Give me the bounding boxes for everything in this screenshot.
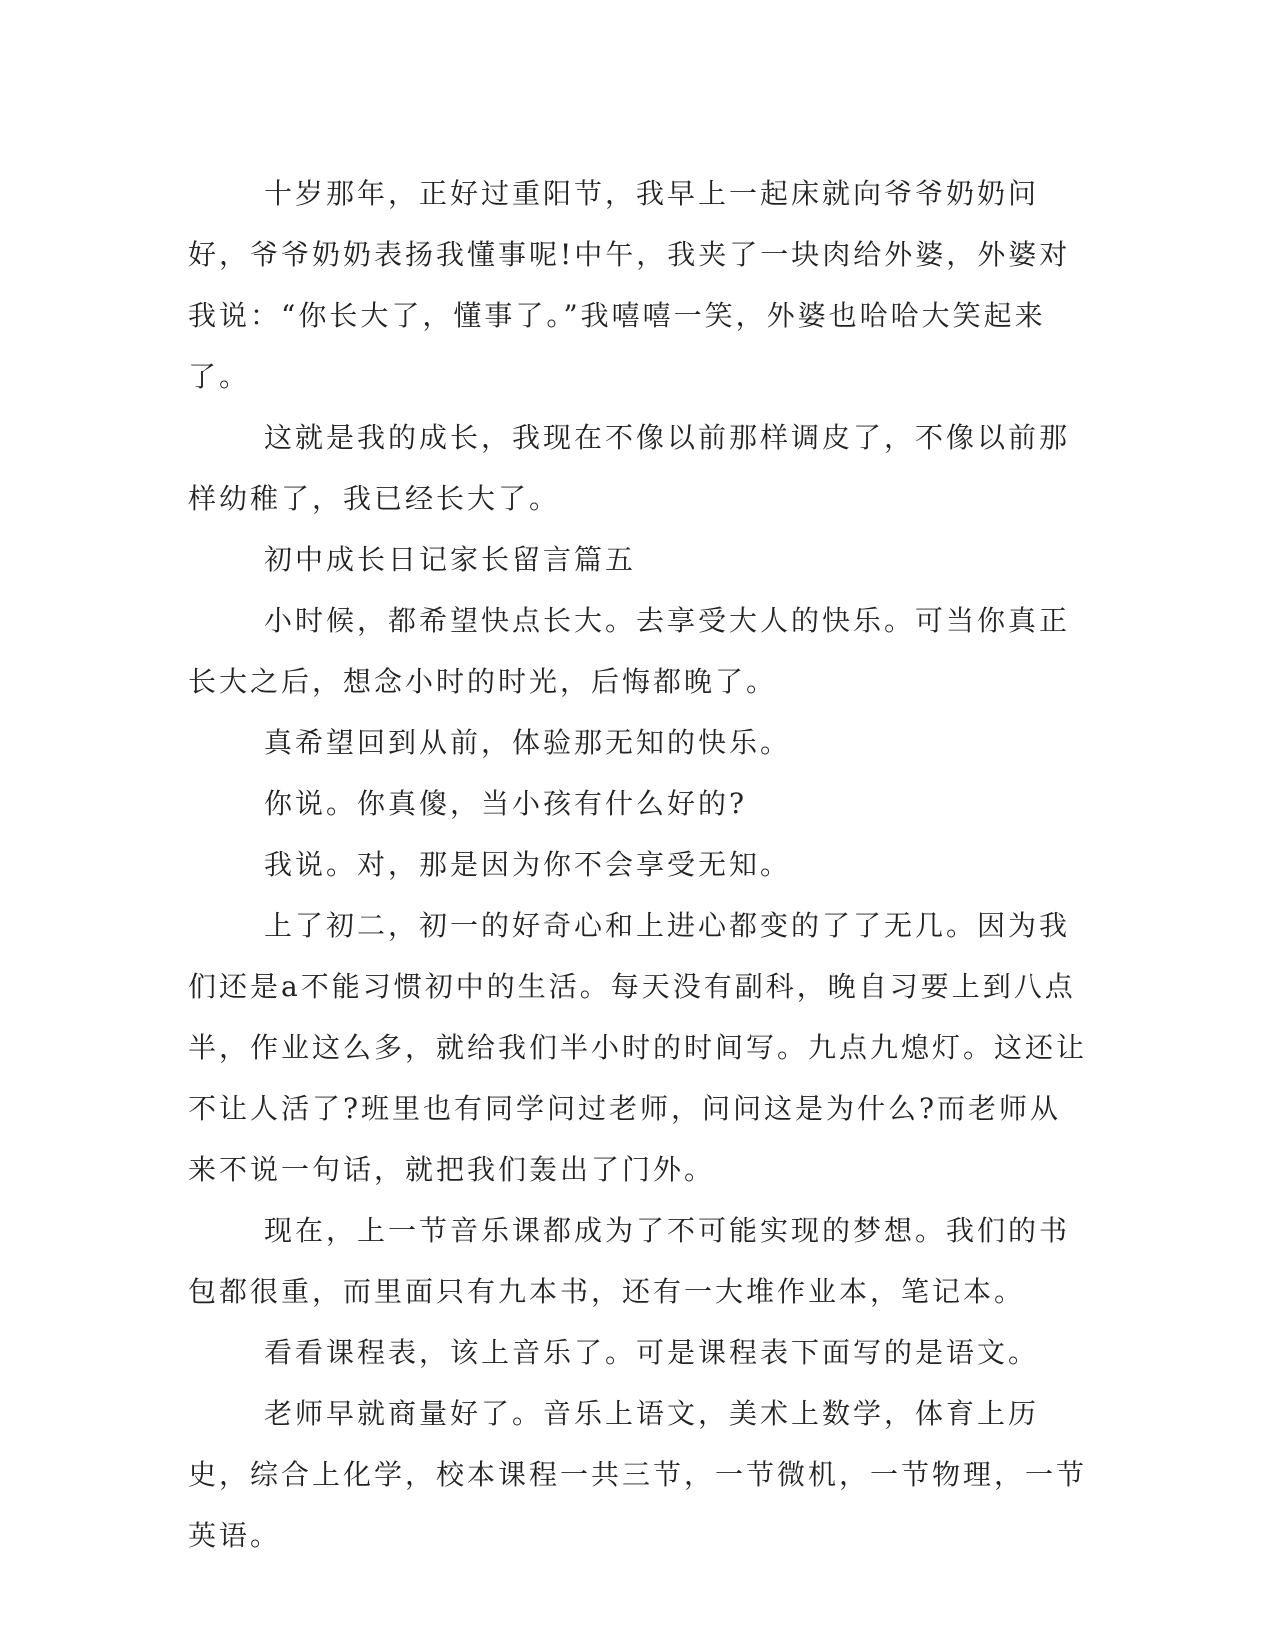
document-body — [188, 163, 1088, 1566]
paragraph: 真希望回到从前，体验那无知的快乐。 — [264, 726, 792, 759]
paragraph: 老师早就商量好了。音乐上语文，美术上数学，体育上历史，综合上化学，校本课程一共三节，一节微机，一节物理，一节英语。 — [188, 1397, 1088, 1552]
section-heading: 初中成长日记家长留言篇五 — [264, 543, 637, 576]
paragraph: 这就是我的成长，我现在不像以前那样调皮了，不像以前那样幼稚了，我已经长大了。 — [188, 421, 1071, 515]
paragraph: 现在，上一节音乐课都成为了不可能实现的梦想。我们的书包都很重，而里面只有九本书，还有一大堆作业本，笔记本。 — [188, 1214, 1071, 1308]
paragraph: 上了初二，初一的好奇心和上进心都变的了了无几。因为我们还是a不能习惯初中的生活。每天没有副科，晚自习要上到八点半，作业这么多，就给我们半小时的时间写。九点九熄灯。这还让不让人活了?班里也有同学问过老师，问问这是为什么?而老师从来不说一句话，就把我们轰出了门外。 — [188, 909, 1088, 1186]
paragraph: 你说。你真傻，当小孩有什么好的? — [264, 787, 748, 820]
paragraph: 我说。对，那是因为你不会享受无知。 — [264, 848, 792, 881]
paragraph: 看看课程表，该上音乐了。可是课程表下面写的是语文。 — [264, 1336, 1040, 1369]
paragraph: 十岁那年，正好过重阳节，我早上一起床就向爷爷奶奶问好，爷爷奶奶表扬我懂事呢!中午，我夹了一块肉给外婆，外婆对我说：“你长大了，懂事了。”我嘻嘻一笑，外婆也哈哈大笑起来了。 — [188, 177, 1071, 393]
paragraph: 小时候，都希望快点长大。去享受大人的快乐。可当你真正长大之后，想念小时的时光，后悔都晚了。 — [188, 604, 1071, 698]
